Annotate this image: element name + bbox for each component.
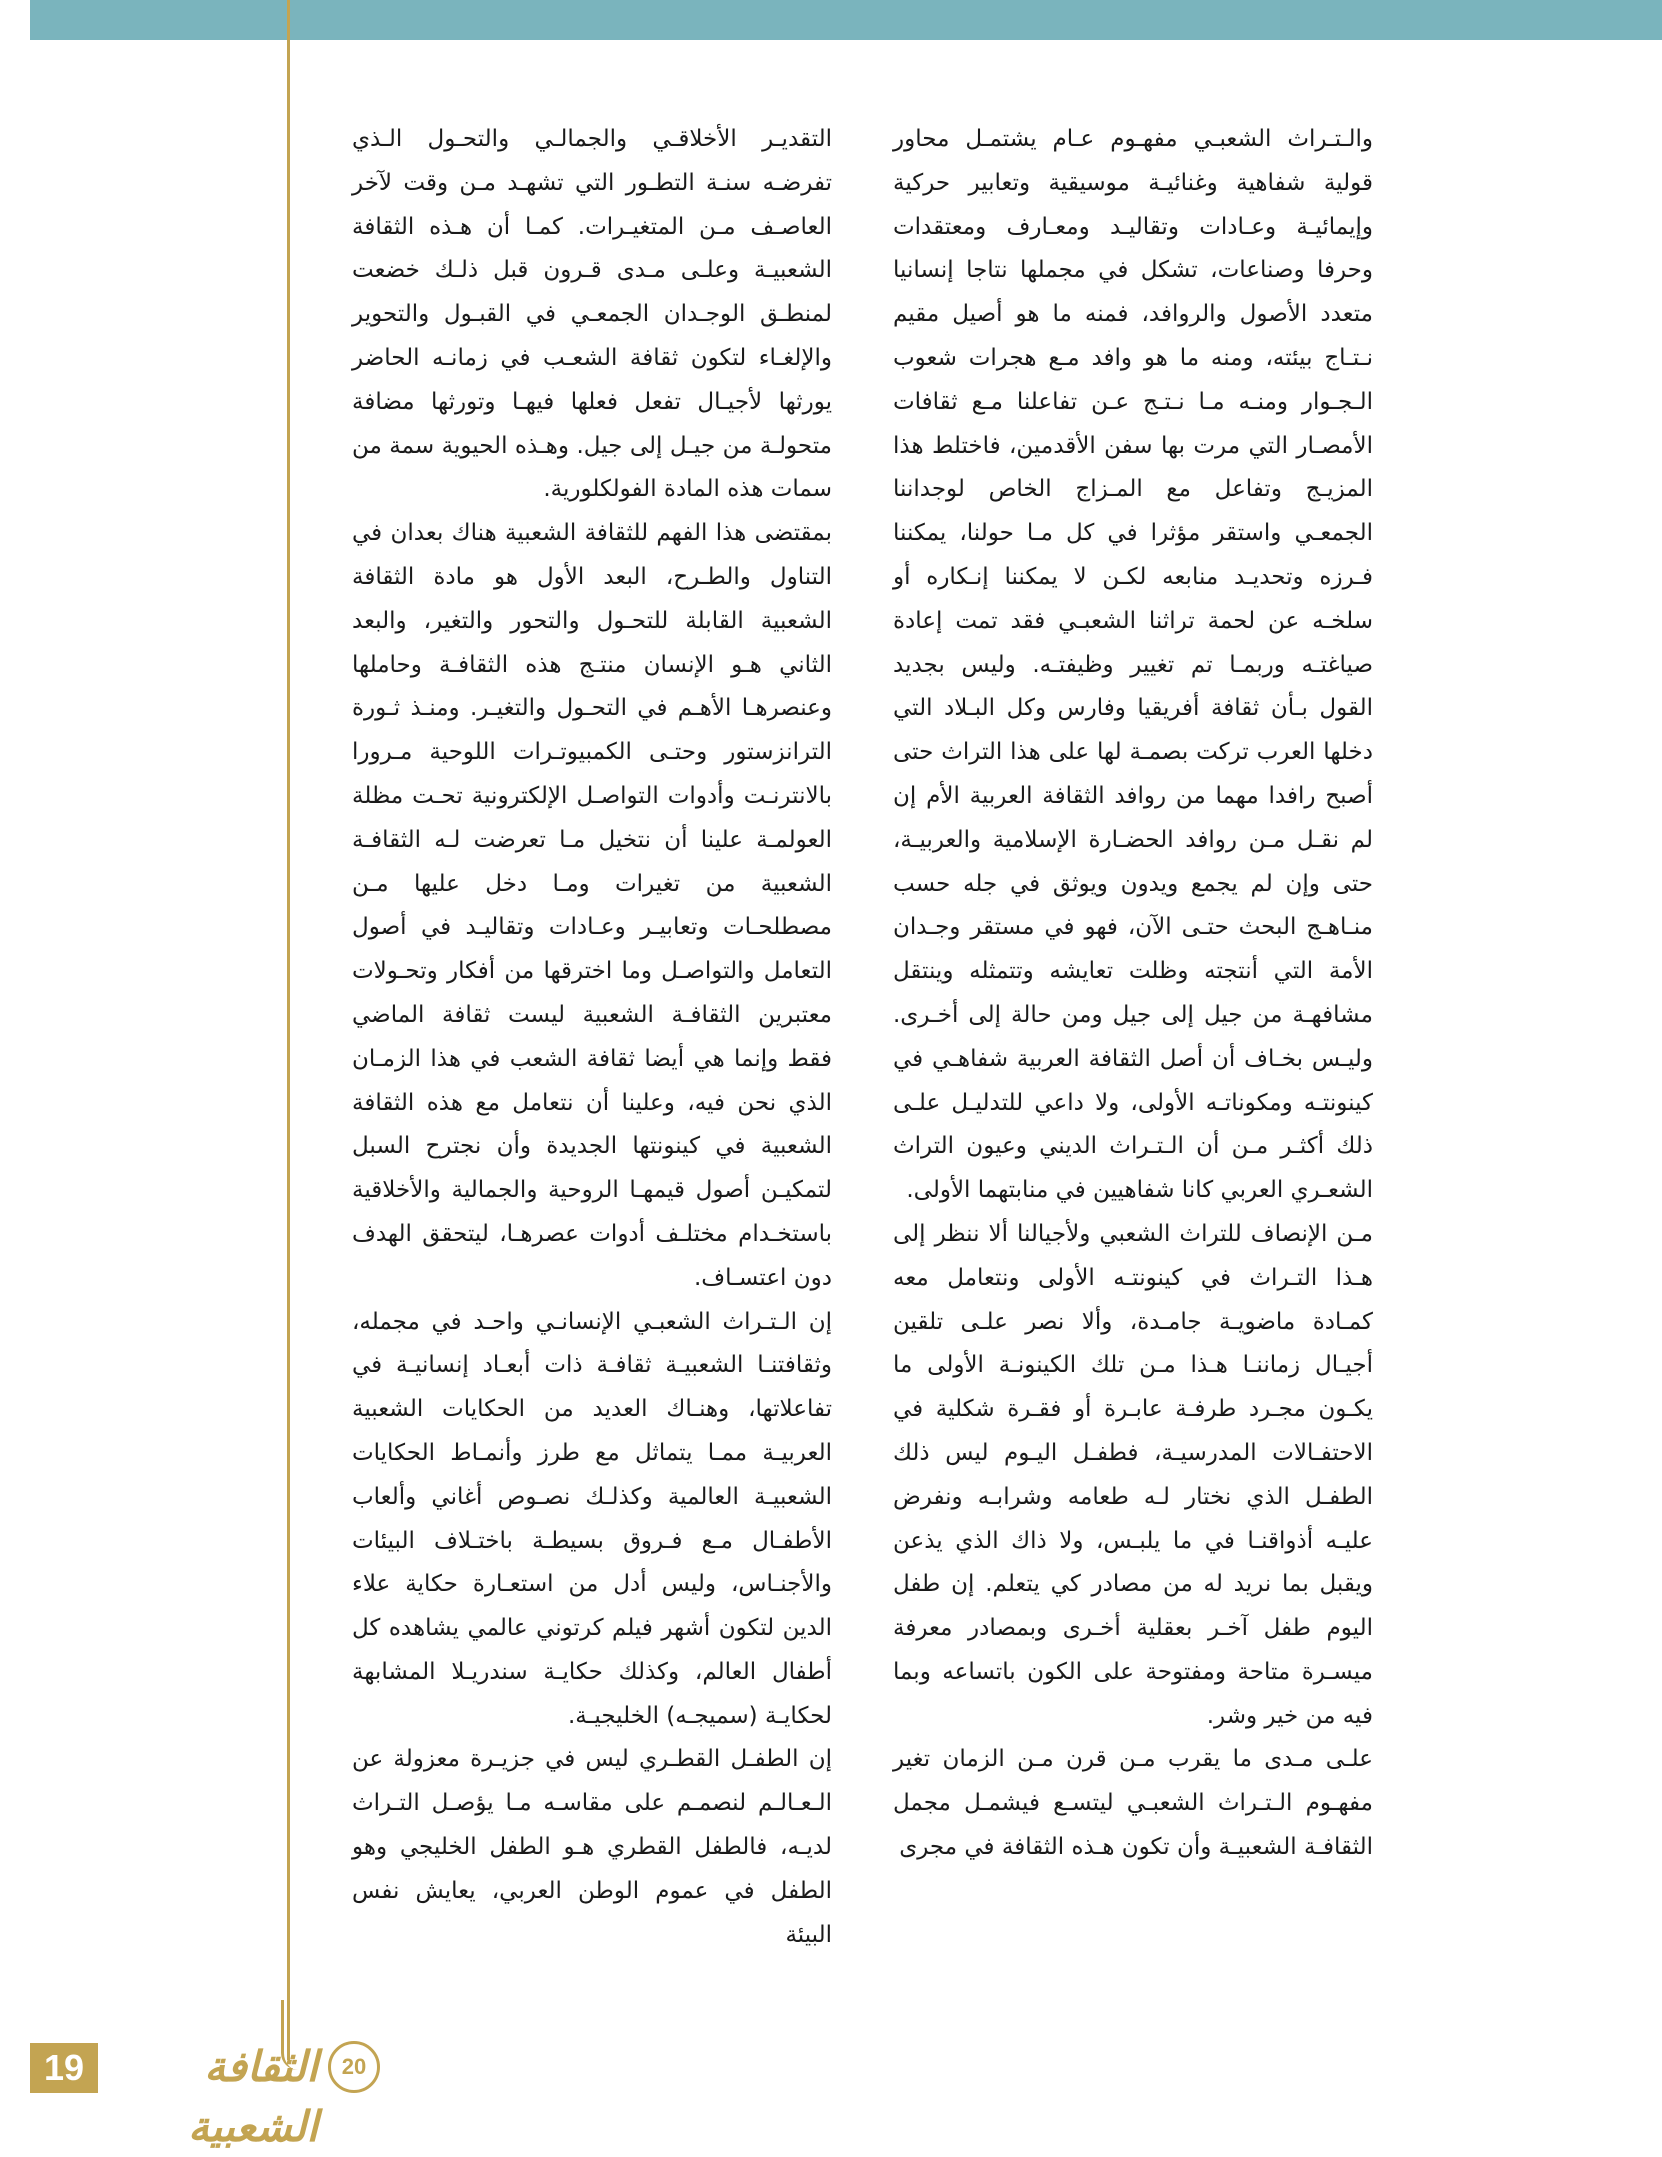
paragraph: والـتـراث الشعبـي مفهـوم عـام يشتمـل محاور قولية شفاهية وغنائيـة موسيقية وتعابير حركية وإيمائيـة وعـادات وتقاليـد ومعـارف ومعتقدات وحرفا وصناعات، تشكل في مجملها نتاجا إنسانيا متعدد الأصول والروافد، فمنه ما هو أصيل مقيم نـتـاج بيئته، ومنه ما هو وافد مـع هجرات شعوب الـجـوار ومنـه مـا نـتـج عـن تفاعلنا مـع ثقافات الأمصـار التي مرت بها سفن الأقدمين، فاختلط هذا المزيـج وتفاعل مع المـزاج الخاص لوجداننا الجمعـي واستقر مؤثرا في كل مـا حولنا، يمكننا فـرزه وتحديـد منابعه لكـن لا يمكننا إنـكاره أو سلخـه عن لحمة تراثنا الشعبـي فقد تمت إعادة صياغتـه وربمـا تم تغيير وظيفتـه. وليس بجديد القول بـأن ثقافة أفريقيا وفارس وكل البـلاد التي دخلها العرب تركت بصمـة لها على هذا التراث حتى أصبح رافدا مهما من روافد الثقافة العربية الأم إن لم نقـل مـن روافد الحضـارة الإسلامية والعربيـة، حتى وإن لم يجمع ويدون ويوثق في جله حسب منـاهـج البحث حتـى الآن، فهو في مستقر وجـدان الأمة التي أنتجته وظلت تعايشه وتتمثله وينتقل مشافهـة من جيل إلى جيل ومن حالة إلى أخـرى. وليـس بخـاف أن أصل الثقافة العربية شفاهـي في كينونتـه ومكوناتـه الأولى، ولا داعي للتدليـل علـى ذلك أكثـر مـن أن الـتـراث الديني وعيون التراث الشعـري العربي كانا شفاهيين في منابتهما الأولى. <box>893 126 1373 1204</box>
paragraph: علـى مـدى ما يقرب مـن قرن مـن الزمان تغير مفهـوم الـتـراث الشعبـي ليتسـع فيشمـل مجمل الثقافـة الشعبيـة وأن تكون هـذه الثقافة في مجرى <box>893 1746 1373 1861</box>
article-column-left <box>352 118 832 1957</box>
top-color-band <box>30 0 1662 40</box>
paragraph: مـن الإنصاف للتراث الشعبي ولأجيالنا ألا ننظر إلى هـذا التـراث في كينونتـه الأولى ونتعامل معه كمـادة ماضويـة جامـدة، وألا نصر علـى تلقين أجيـال زماننـا هـذا مـن تلك الكينونـة الأولى ما يكـون مجـرد طرفـة عابـرة أو فقـرة شكلية في الاحتفـالات المدرسيـة، فطفـل اليـوم ليس ذلك الطفـل الذي نختار لـه طعامه وشرابـه ونفرض عليـه أذواقنـا في ما يلبـس، ولا ذاك الذي يذعن ويقبل بما نريد له من مصادر كي يتعلم. إن طفل اليوم طفل آخـر بعقلية أخـرى وبمصادر معرفة ميسـرة متاحة ومفتوحة على الكون باتساعه وبما فيه من خير وشر. <box>893 1220 1373 1729</box>
paragraph: إن الطفـل القطـري ليس في جزيـرة معزولة عن الـعـالـم لنصمـم على مقاسـه مـا يؤصـل التـراث لديـه، فالطفل القطري هـو الطفل الخليجي وهو الطفل في عموم الوطن العربي، يعايش نفس البيئة <box>352 1746 832 1948</box>
magazine-logo: الثقافة الشعبية <box>187 2042 318 2151</box>
page-footer <box>30 2031 390 2151</box>
paragraph: إن الـتـراث الشعبـي الإنسانـي واحـد في مجمله، وثقافتنـا الشعبيـة ثقافـة ذات أبعـاد إنسانيـة في تفاعلاتها، وهنـاك العديد من الحكايات الشعبية العربيـة ممـا يتماثل مع طرز وأنمـاط الحكايات الشعبيـة العالمية وكذلـك نصـوص أغاني وألعاب الأطفـال مـع فـروق بسيطـة باختـلاف البيئات والأجنـاس، وليس أدل من استعـارة حكاية علاء الدين لتكون أشهر فيلم كرتوني عالمي يشاهده كل أطفال العالم، وكذلك حكايـة سندريـلا المشابهة لحكايـة (سميجـه) الخليجيـة. <box>352 1308 832 1729</box>
paragraph: التقديـر الأخلاقـي والجمالـي والتحـول الـذي تفرضـه سنـة التطـور التي تشهـد مـن وقت لآخر العاصـف مـن المتغيـرات. كمـا أن هـذه الثقافة الشعبيـة وعلـى مـدى قـرون قبل ذلـك خضعت لمنطـق الوجـدان الجمعـي في القبـول والتحوير والإلغـاء لتكون ثقافة الشعـب في زمانـه الحاضر يورثها لأجيـال تفعل فعلها فيهـا وتورثها مضافة متحولـة من جيـل إلى جيل. وهـذه الحيوية سمة من سمات هذه المادة الفولكلورية. <box>352 126 832 503</box>
paragraph: بمقتضى هذا الفهم للثقافة الشعبية هناك بعدان في التناول والطـرح، البعد الأول هو مادة الثقافة الشعبية القابلة للتحـول والتحور والتغير، والبعد الثاني هـو الإنسان منتـج هذه الثقافـة وحاملها وعنصرهـا الأهـم في التحـول والتغيـر. ومنـذ ثـورة الترانزستور وحتـى الكمبيوتـرات اللوحية مـرورا بالانترنـت وأدوات التواصـل الإلكترونية تحـت مظلة العولمـة علينا أن نتخيل مـا تعرضت لـه الثقافـة الشعبية من تغيرات ومـا دخل عليها مـن مصطلحـات وتعابيـر وعـادات وتقاليـد في أصول التعامل والتواصـل وما اخترقها من أفكار وتحـولات معتبرين الثقافـة الشعبية ليست ثقافة الماضي فقط وإنما هي أيضا ثقافة الشعب في هذا الزمـان الذي نحن فيه، وعلينا أن نتعامل مع هذه الثقافة الشعبية في كينونتها الجديدة وأن نجترح السبل لتمكيـن أصول قيمهـا الروحية والجمالية والأخلاقية باستخـدام مختلـف أدوات عصرهـا، ليتحقق الهدف دون اعتسـاف. <box>352 520 832 1291</box>
gold-vertical-rule <box>287 0 290 2060</box>
page-number: 19 <box>30 2043 98 2093</box>
article-column-right <box>893 118 1373 1870</box>
issue-number-badge: 20 <box>328 2041 380 2093</box>
